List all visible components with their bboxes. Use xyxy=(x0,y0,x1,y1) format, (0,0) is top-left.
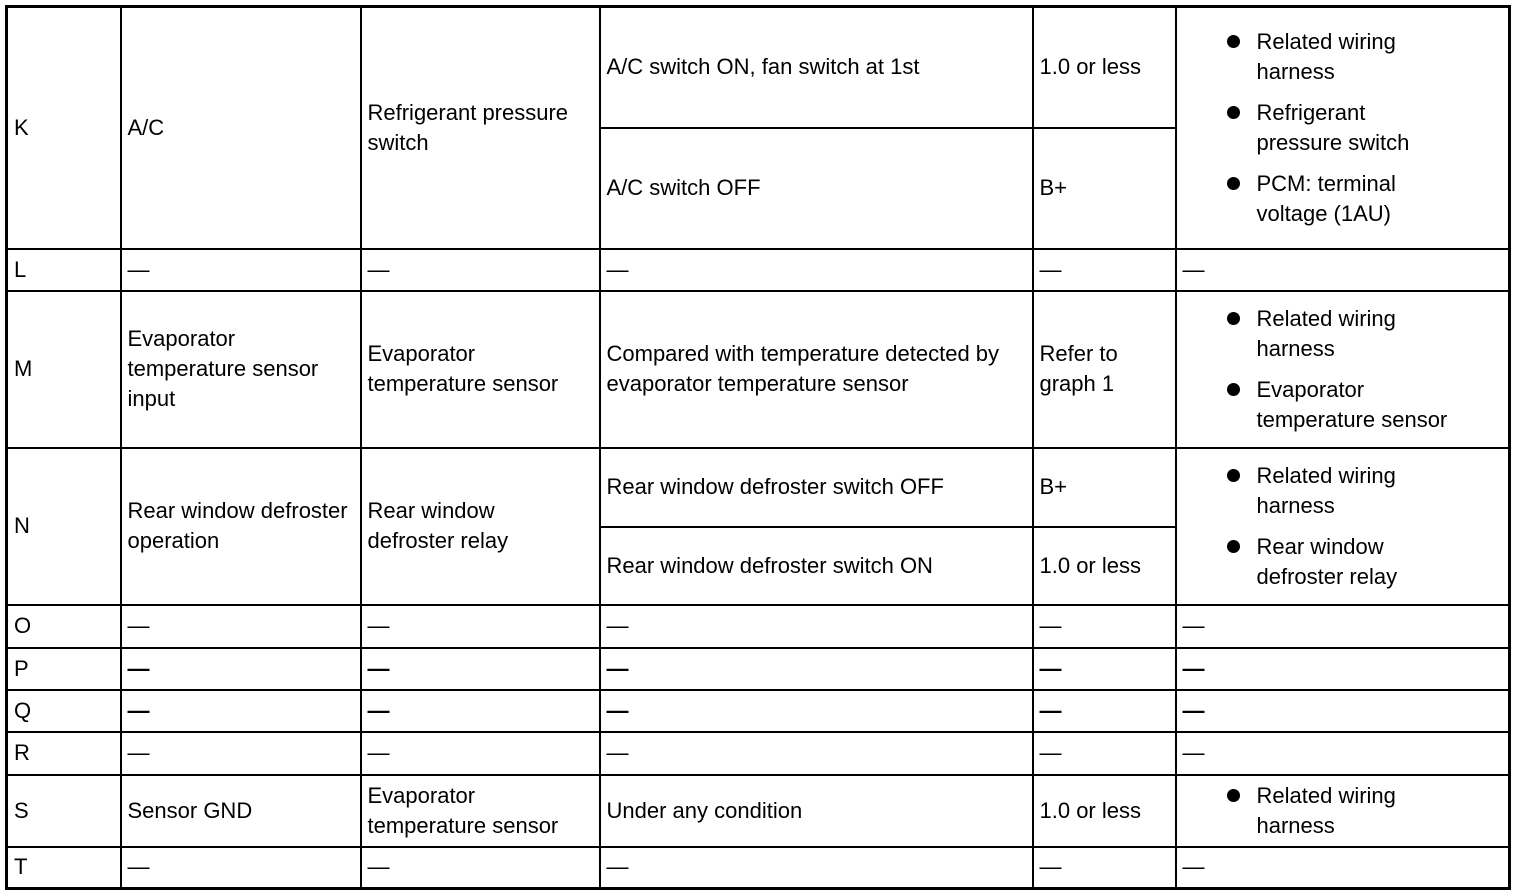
table-row-m xyxy=(7,291,1510,448)
test-condition-cell: Compared with temperature detected by evaporator temperature sensor xyxy=(600,291,1033,448)
terminal-cell: N xyxy=(7,448,121,605)
inspection-item: Evaporator temperature sensor xyxy=(1183,375,1503,435)
inspection-item: Related wiring harness xyxy=(1183,27,1503,87)
dash-cell: — xyxy=(1033,605,1176,648)
dash-cell: — xyxy=(600,249,1033,291)
signal-cell: Rear window defroster operation xyxy=(121,448,361,605)
connected-to-cell: Evaporator temperature sensor xyxy=(361,775,600,847)
inspection-cell xyxy=(1176,448,1510,605)
voltage-cell: 1.0 or less xyxy=(1033,527,1176,605)
test-condition-cell: Rear window defroster switch OFF xyxy=(600,448,1033,527)
table-row-o xyxy=(7,605,1510,648)
terminal-cell: Q xyxy=(7,690,121,732)
test-condition-cell: A/C switch ON, fan switch at 1st xyxy=(600,7,1033,128)
dash-cell: — xyxy=(1033,732,1176,775)
connected-to-cell: Rear window defroster relay xyxy=(361,448,600,605)
table-row-r xyxy=(7,732,1510,775)
table-row-k xyxy=(7,7,1510,128)
dash-cell: — xyxy=(121,249,361,291)
inspection-item: Rear window defroster relay xyxy=(1183,532,1503,592)
dash-cell: — xyxy=(361,249,600,291)
test-condition-cell: Under any condition xyxy=(600,775,1033,847)
dash-cell: — xyxy=(1176,648,1510,690)
terminal-cell: T xyxy=(7,847,121,889)
test-condition-cell: Rear window defroster switch ON xyxy=(600,527,1033,605)
terminal-voltage-table xyxy=(5,5,1511,890)
connected-to-cell: Refrigerant pressure switch xyxy=(361,7,600,249)
dash-cell: — xyxy=(1033,847,1176,889)
dash-cell: — xyxy=(121,648,361,690)
dash-cell: — xyxy=(1176,847,1510,889)
inspection-item: PCM: terminal voltage (1AU) xyxy=(1183,169,1503,229)
table-row-l xyxy=(7,249,1510,291)
terminal-cell: R xyxy=(7,732,121,775)
dash-cell: — xyxy=(121,847,361,889)
dash-cell: — xyxy=(600,732,1033,775)
dash-cell: — xyxy=(121,732,361,775)
terminal-cell: S xyxy=(7,775,121,847)
terminal-cell: K xyxy=(7,7,121,249)
inspection-item: Refrigerant pressure switch xyxy=(1183,98,1503,158)
voltage-cell: 1.0 or less xyxy=(1033,7,1176,128)
test-condition-cell: A/C switch OFF xyxy=(600,128,1033,249)
dash-cell: — xyxy=(600,605,1033,648)
table-row-s xyxy=(7,775,1510,847)
signal-cell: A/C xyxy=(121,7,361,249)
inspection-cell xyxy=(1176,7,1510,249)
dash-cell: — xyxy=(121,605,361,648)
dash-cell: — xyxy=(1176,732,1510,775)
voltage-cell: B+ xyxy=(1033,128,1176,249)
terminal-cell: P xyxy=(7,648,121,690)
table-row-q xyxy=(7,690,1510,732)
dash-cell: — xyxy=(361,648,600,690)
terminal-table-page xyxy=(5,5,1508,891)
inspection-item: Related wiring harness xyxy=(1183,781,1503,841)
dash-cell: — xyxy=(1176,690,1510,732)
dash-cell: — xyxy=(121,690,361,732)
dash-cell: — xyxy=(361,847,600,889)
terminal-cell: O xyxy=(7,605,121,648)
voltage-cell: Refer to graph 1 xyxy=(1033,291,1176,448)
dash-cell: — xyxy=(1033,648,1176,690)
signal-cell: Evaporator temperature sensor input xyxy=(121,291,361,448)
dash-cell: — xyxy=(361,690,600,732)
dash-cell: — xyxy=(600,847,1033,889)
dash-cell: — xyxy=(600,648,1033,690)
dash-cell: — xyxy=(600,690,1033,732)
table-row-p xyxy=(7,648,1510,690)
terminal-cell: L xyxy=(7,249,121,291)
table-row-n xyxy=(7,448,1510,527)
table-row-t xyxy=(7,847,1510,889)
dash-cell: — xyxy=(1033,690,1176,732)
dash-cell: — xyxy=(361,605,600,648)
inspection-cell xyxy=(1176,775,1510,847)
inspection-cell xyxy=(1176,291,1510,448)
dash-cell: — xyxy=(1176,249,1510,291)
dash-cell: — xyxy=(361,732,600,775)
inspection-item: Related wiring harness xyxy=(1183,304,1503,364)
voltage-cell: B+ xyxy=(1033,448,1176,527)
voltage-cell: 1.0 or less xyxy=(1033,775,1176,847)
connected-to-cell: Evaporator temperature sensor xyxy=(361,291,600,448)
dash-cell: — xyxy=(1176,605,1510,648)
dash-cell: — xyxy=(1033,249,1176,291)
signal-cell: Sensor GND xyxy=(121,775,361,847)
inspection-item: Related wiring harness xyxy=(1183,461,1503,521)
terminal-cell: M xyxy=(7,291,121,448)
